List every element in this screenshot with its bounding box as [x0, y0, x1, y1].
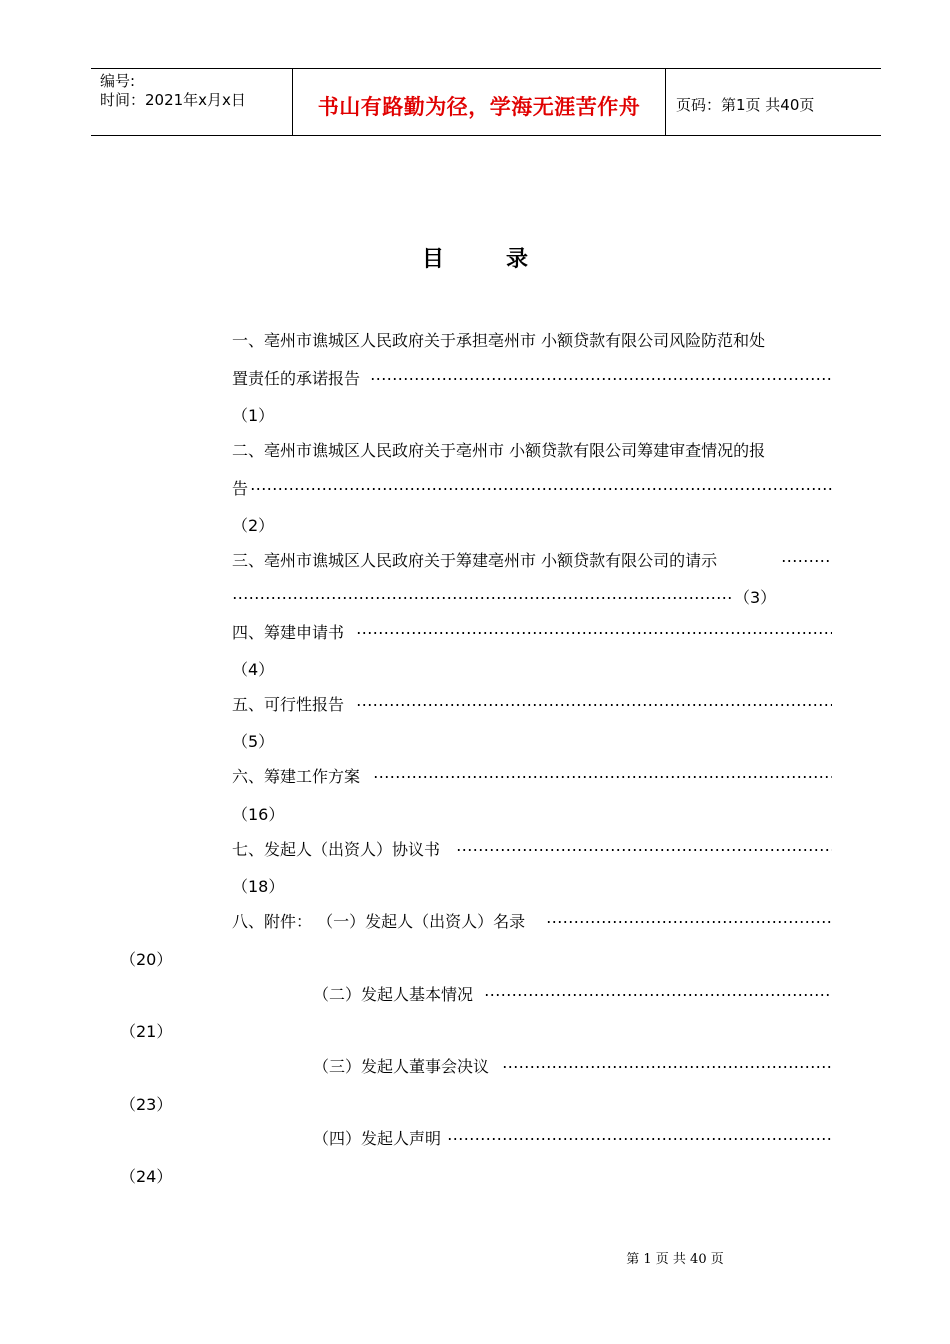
toc-page-7: （18） — [232, 877, 285, 896]
toc-appendix-3-page: （23） — [120, 1095, 173, 1114]
toc-page-2: （2） — [232, 516, 275, 535]
time-label: 时间：2021年x月x日 — [100, 91, 246, 109]
toc-entry-1-cont: 置责任的承诺报告 — [232, 369, 361, 388]
toc-entry-5: 五、可行性报告 — [232, 695, 345, 714]
number-label: 编号: — [100, 72, 136, 90]
page-header — [91, 68, 881, 136]
page-footer — [0, 1248, 950, 1267]
toc-entry-4: 四、筹建申请书 — [232, 623, 345, 642]
title-char-2: 录 — [506, 246, 529, 272]
motto: 书山有路勤为径，学海无涯苦作舟 — [317, 94, 641, 119]
header-left-cell — [91, 69, 293, 135]
toc-appendix-4-page: （24） — [120, 1167, 173, 1186]
toc-appendix-2-page: （21） — [120, 1022, 173, 1041]
leader-dots — [373, 776, 832, 778]
header-center-cell — [293, 69, 666, 135]
toc-page-8: （20） — [120, 950, 173, 969]
toc-page-1: （1） — [232, 406, 275, 425]
toc-page-4: （4） — [232, 660, 275, 679]
leader-dots — [502, 1066, 832, 1068]
toc-appendix-2: （二）发起人基本情况 — [313, 985, 474, 1004]
leader-dots — [356, 632, 832, 634]
header-right-cell — [666, 69, 881, 135]
toc-entry-8: 八、附件： （一）发起人（出资人）名录 — [232, 912, 526, 931]
toc-page-3: （3） — [734, 588, 777, 607]
footer-page-number: 第 1 页 共 40 页 — [626, 1252, 724, 1267]
toc-appendix-3: （三）发起人董事会决议 — [313, 1057, 490, 1076]
leader-dots — [232, 597, 732, 599]
title-char-1: 目 — [421, 246, 444, 272]
leader-dots — [456, 849, 832, 851]
toc-appendix-4: （四）发起人声明 — [313, 1129, 442, 1148]
leader-dots — [447, 1138, 832, 1140]
toc-entry-2: 二、亳州市谯城区人民政府关于亳州市 小额贷款有限公司筹建审查情况的报 — [232, 441, 766, 460]
page-code: 页码：第1页 共40页 — [676, 96, 815, 114]
leader-dots — [370, 378, 832, 380]
toc-entry-1: 一、亳州市谯城区人民政府关于承担亳州市 小额贷款有限公司风险防范和处 — [232, 331, 766, 350]
leader-dots — [250, 488, 832, 490]
toc-page-5: （5） — [232, 732, 275, 751]
toc-entry-3: 三、亳州市谯城区人民政府关于筹建亳州市 小额贷款有限公司的请示 — [232, 551, 718, 570]
toc-entry-2-cont: 告 — [232, 479, 249, 498]
page-title — [0, 242, 950, 273]
toc-page-6: （16） — [232, 805, 285, 824]
leader-dots — [781, 560, 832, 562]
leader-dots — [484, 994, 832, 996]
toc-entry-7: 七、发起人（出资人）协议书 — [232, 840, 441, 859]
leader-dots — [356, 704, 832, 706]
toc-entry-6: 六、筹建工作方案 — [232, 767, 361, 786]
leader-dots — [546, 921, 832, 923]
